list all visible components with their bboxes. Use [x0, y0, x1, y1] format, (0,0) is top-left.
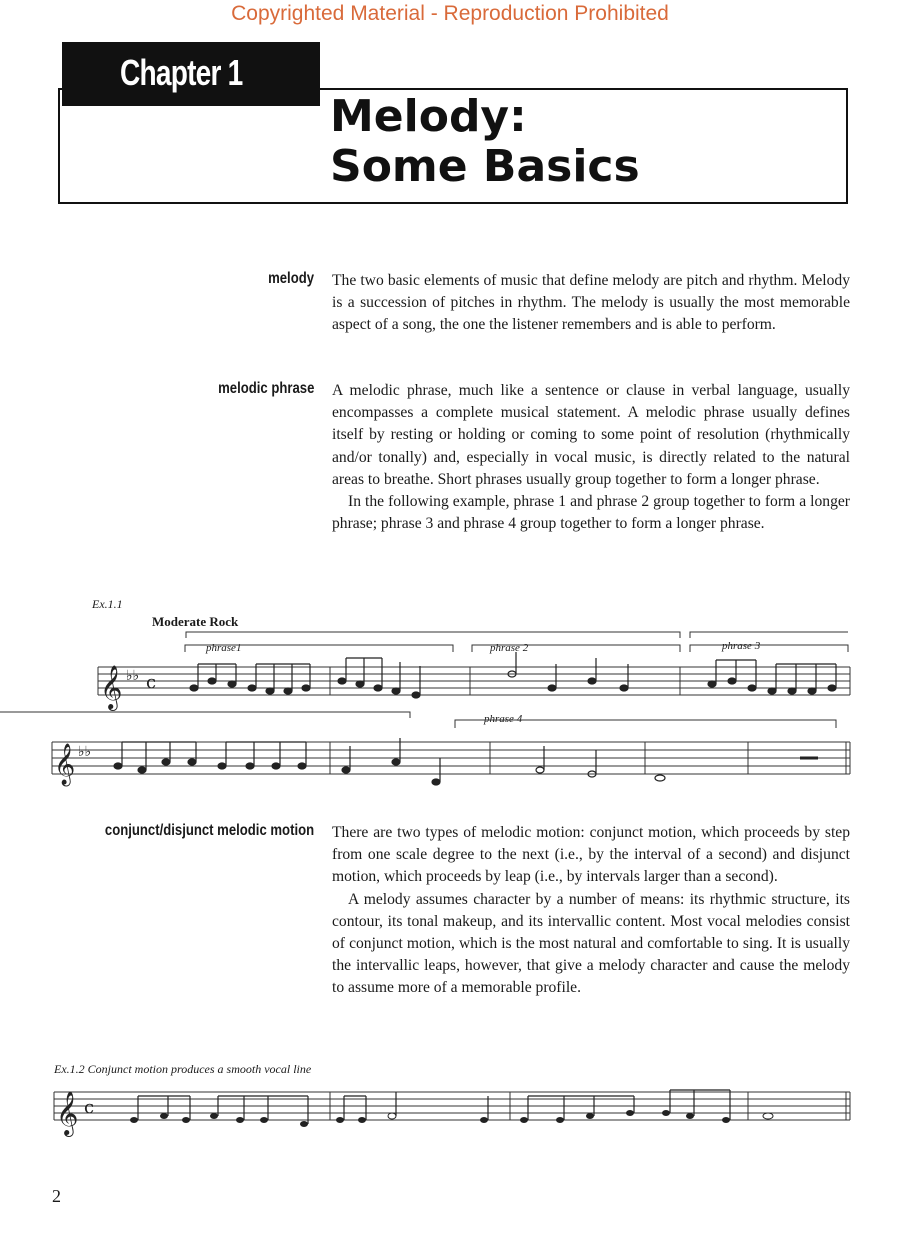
chapter-tab: [62, 42, 320, 106]
page-number: 2: [52, 1186, 61, 1206]
phrase-label-2: phrase 2: [490, 642, 529, 654]
term-melodic-phrase: melodic phrase: [217, 380, 314, 397]
chapter-label: Chapter 1: [120, 52, 243, 93]
example-2-label: Ex.1.2 Conjunct motion produces a smooth vocal line: [54, 1062, 312, 1076]
paragraph: In the following example, phrase 1 and phrase 2 group together to form a longer phrase; phrase 3 and phrase 4 group together to form a longer phrase.: [332, 493, 850, 533]
term-melody: melody: [268, 270, 314, 287]
tempo-marking: Moderate Rock: [152, 614, 239, 629]
term-conjunct-disjunct: conjunct/disjunct melodic motion: [104, 822, 314, 839]
music-example-2: [0, 1080, 900, 1140]
chapter-title: [330, 92, 640, 192]
paragraph: The two basic elements of music that define melody are pitch and rhythm. Melody is a succession of pitches in rhythm. The melody is usually the most memorable aspect of a song, the one the listener remembers and is able to perform.: [332, 272, 850, 334]
chapter-title-line2: Some Basics: [330, 141, 640, 192]
paragraph: A melodic phrase, much like a sentence or clause in verbal language, usually encompasses a complete musical statement. A melodic phrase usually defines itself by resting or holding or coming to some point of resolution (rhythmically and/or tonally) and, especially in vocal music, is directly related to the natural areas to breathe. Short phrases usually group together to form a longer phrase.: [332, 382, 850, 488]
music-example-1: [0, 600, 900, 800]
section-conjunct-text: [332, 822, 850, 1000]
svg-text:𝄞: 𝄞: [54, 744, 76, 785]
section-melody-text: [332, 270, 850, 337]
chapter-title-line1: Melody:: [330, 91, 527, 142]
svg-text:c: c: [84, 1097, 95, 1118]
svg-text:♭♭: ♭♭: [126, 668, 140, 684]
paragraph: A melody assumes character by a number of means: its rhythmic structure, its contour, its tonal makeup, and its intervallic content. Most vocal melodies consist of conjunct motion, which is the most natural and comfortable to sing. It is usually the intervallic leaps, however, that give a melody character and cause the melody to assume more of a memorable profile.: [332, 890, 850, 997]
svg-text:𝄞: 𝄞: [56, 1091, 79, 1135]
svg-text:c: c: [146, 672, 157, 693]
section-melodic-phrase-text: [332, 380, 850, 535]
phrase-label-4: phrase 4: [484, 713, 523, 725]
phrase-label-1: phrase1: [206, 642, 242, 654]
phrase-label-3: phrase 3: [722, 640, 761, 652]
svg-text:♭♭: ♭♭: [78, 744, 92, 760]
paragraph: There are two types of melodic motion: conjunct motion, which proceeds by step from one scale degree to the next (i.e., by the interval of a second) and disjunct motion, which proceeds by leap (i.e., by intervals larger than a second).: [332, 824, 850, 886]
copyright-watermark: Copyrighted Material - Reproduction Prohibited: [231, 2, 669, 25]
svg-text:𝄞: 𝄞: [100, 665, 123, 709]
example-1-label: Ex.1.1: [92, 597, 123, 611]
